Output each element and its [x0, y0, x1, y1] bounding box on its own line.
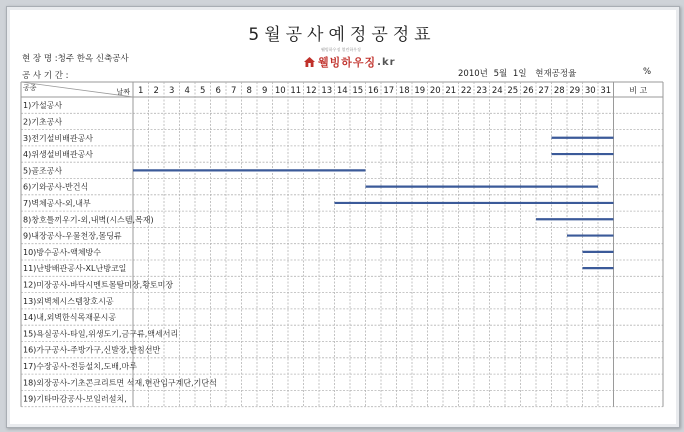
header-day-2: 2: [153, 86, 159, 96]
header-day-15: 15: [352, 86, 364, 96]
site-name-value: 청주 한옥 신축공사: [57, 54, 129, 64]
header-day-17: 17: [383, 86, 395, 96]
row-label-4: 4)위생설비배관공사: [23, 150, 94, 160]
header-day-13: 13: [321, 86, 333, 96]
logo-domain: .kr: [377, 56, 396, 68]
header-day-6: 6: [215, 86, 221, 96]
header-day-31: 31: [600, 86, 612, 96]
row-label-6: 6)기와공사-반건식: [23, 182, 89, 192]
row-label-2: 2)기초공사: [23, 117, 63, 127]
logo-text: 웰빙하우징: [318, 56, 377, 69]
header-date-label: 날짜: [116, 88, 130, 96]
status-year-unit: 년: [479, 69, 488, 79]
header-item-label: 공종: [23, 84, 37, 92]
header-day-5: 5: [200, 86, 206, 96]
row-label-17: 17)수장공사-전등설치,도배,마루: [23, 361, 138, 371]
status-day-unit: 일: [518, 69, 527, 79]
header-day-14: 14: [336, 86, 348, 96]
status-year: 2010: [458, 69, 480, 79]
header-day-3: 3: [169, 86, 175, 96]
header-day-18: 18: [398, 86, 410, 96]
header-day-9: 9: [262, 86, 268, 96]
header-day-30: 30: [584, 86, 596, 96]
header-day-19: 19: [414, 86, 426, 96]
row-label-15: 15)욕실공사-타일,위생도기,금구류,액세서리: [23, 329, 179, 339]
row-label-19: 19)기타마감공사-보일러설치,: [23, 394, 127, 404]
row-label-5: 5)골조공사: [23, 166, 63, 176]
header-day-27: 27: [538, 86, 550, 96]
progress-rate-label: 현재공정율: [535, 69, 577, 79]
header-day-7: 7: [231, 86, 237, 96]
row-label-18: 18)외장공사-기초콘크리트면 석재,현관입구계단,기단석: [23, 378, 217, 388]
status-day: 1: [512, 69, 519, 79]
header-day-23: 23: [476, 86, 488, 96]
row-label-16: 16)가구공사-주방가구,신발장,반침선반: [23, 345, 161, 355]
header-day-8: 8: [246, 86, 252, 96]
row-label-13: 13)외벽체시스템창호시공: [23, 296, 114, 306]
site-name-label: 현 장 명 :: [22, 54, 58, 64]
row-label-1: 1)가설공사: [23, 101, 63, 111]
header-remarks: 비 고: [629, 86, 648, 95]
row-label-9: 9)내장공사-우물천장,몰딩류: [23, 231, 122, 241]
header-day-4: 4: [184, 86, 190, 96]
row-label-10: 10)방수공사-액체방수: [23, 247, 102, 257]
header-day-21: 21: [445, 86, 457, 96]
header-day-22: 22: [460, 86, 472, 96]
row-label-11: 11)난방배관공사-XL난방코일: [23, 264, 127, 274]
logo-tagline: 웰빙하우징 열린하우징: [321, 47, 361, 52]
header-day-10: 10: [274, 86, 286, 96]
status-month-unit: 월: [498, 69, 508, 79]
row-label-7: 7)벽체공사-외,내부: [23, 198, 91, 208]
header-day-24: 24: [491, 86, 503, 96]
header-day-12: 12: [305, 86, 317, 96]
construction-period-label: 공 사 기 간 :: [22, 71, 69, 81]
row-label-3: 3)전기설비배관공사: [23, 133, 94, 143]
header-day-11: 11: [290, 86, 302, 96]
header-day-29: 29: [569, 86, 581, 96]
header-day-16: 16: [367, 86, 379, 96]
row-label-12: 12)미장공사-바닥시멘트몰탈미장,황토미장: [23, 280, 174, 290]
status-month: 5: [493, 69, 499, 79]
header-day-20: 20: [429, 86, 441, 96]
header-day-28: 28: [553, 86, 565, 96]
progress-percent-sign: %: [643, 67, 652, 77]
header-day-1: 1: [138, 86, 144, 96]
header-day-26: 26: [522, 86, 534, 96]
page-title: 5월공사예정공정표: [248, 25, 436, 45]
row-label-14: 14)내,외벽한식목재문시공: [23, 313, 117, 323]
row-label-8: 8)창호틀끼우기-외,내벽(시스템,목재): [23, 215, 154, 225]
header-day-25: 25: [507, 86, 519, 96]
